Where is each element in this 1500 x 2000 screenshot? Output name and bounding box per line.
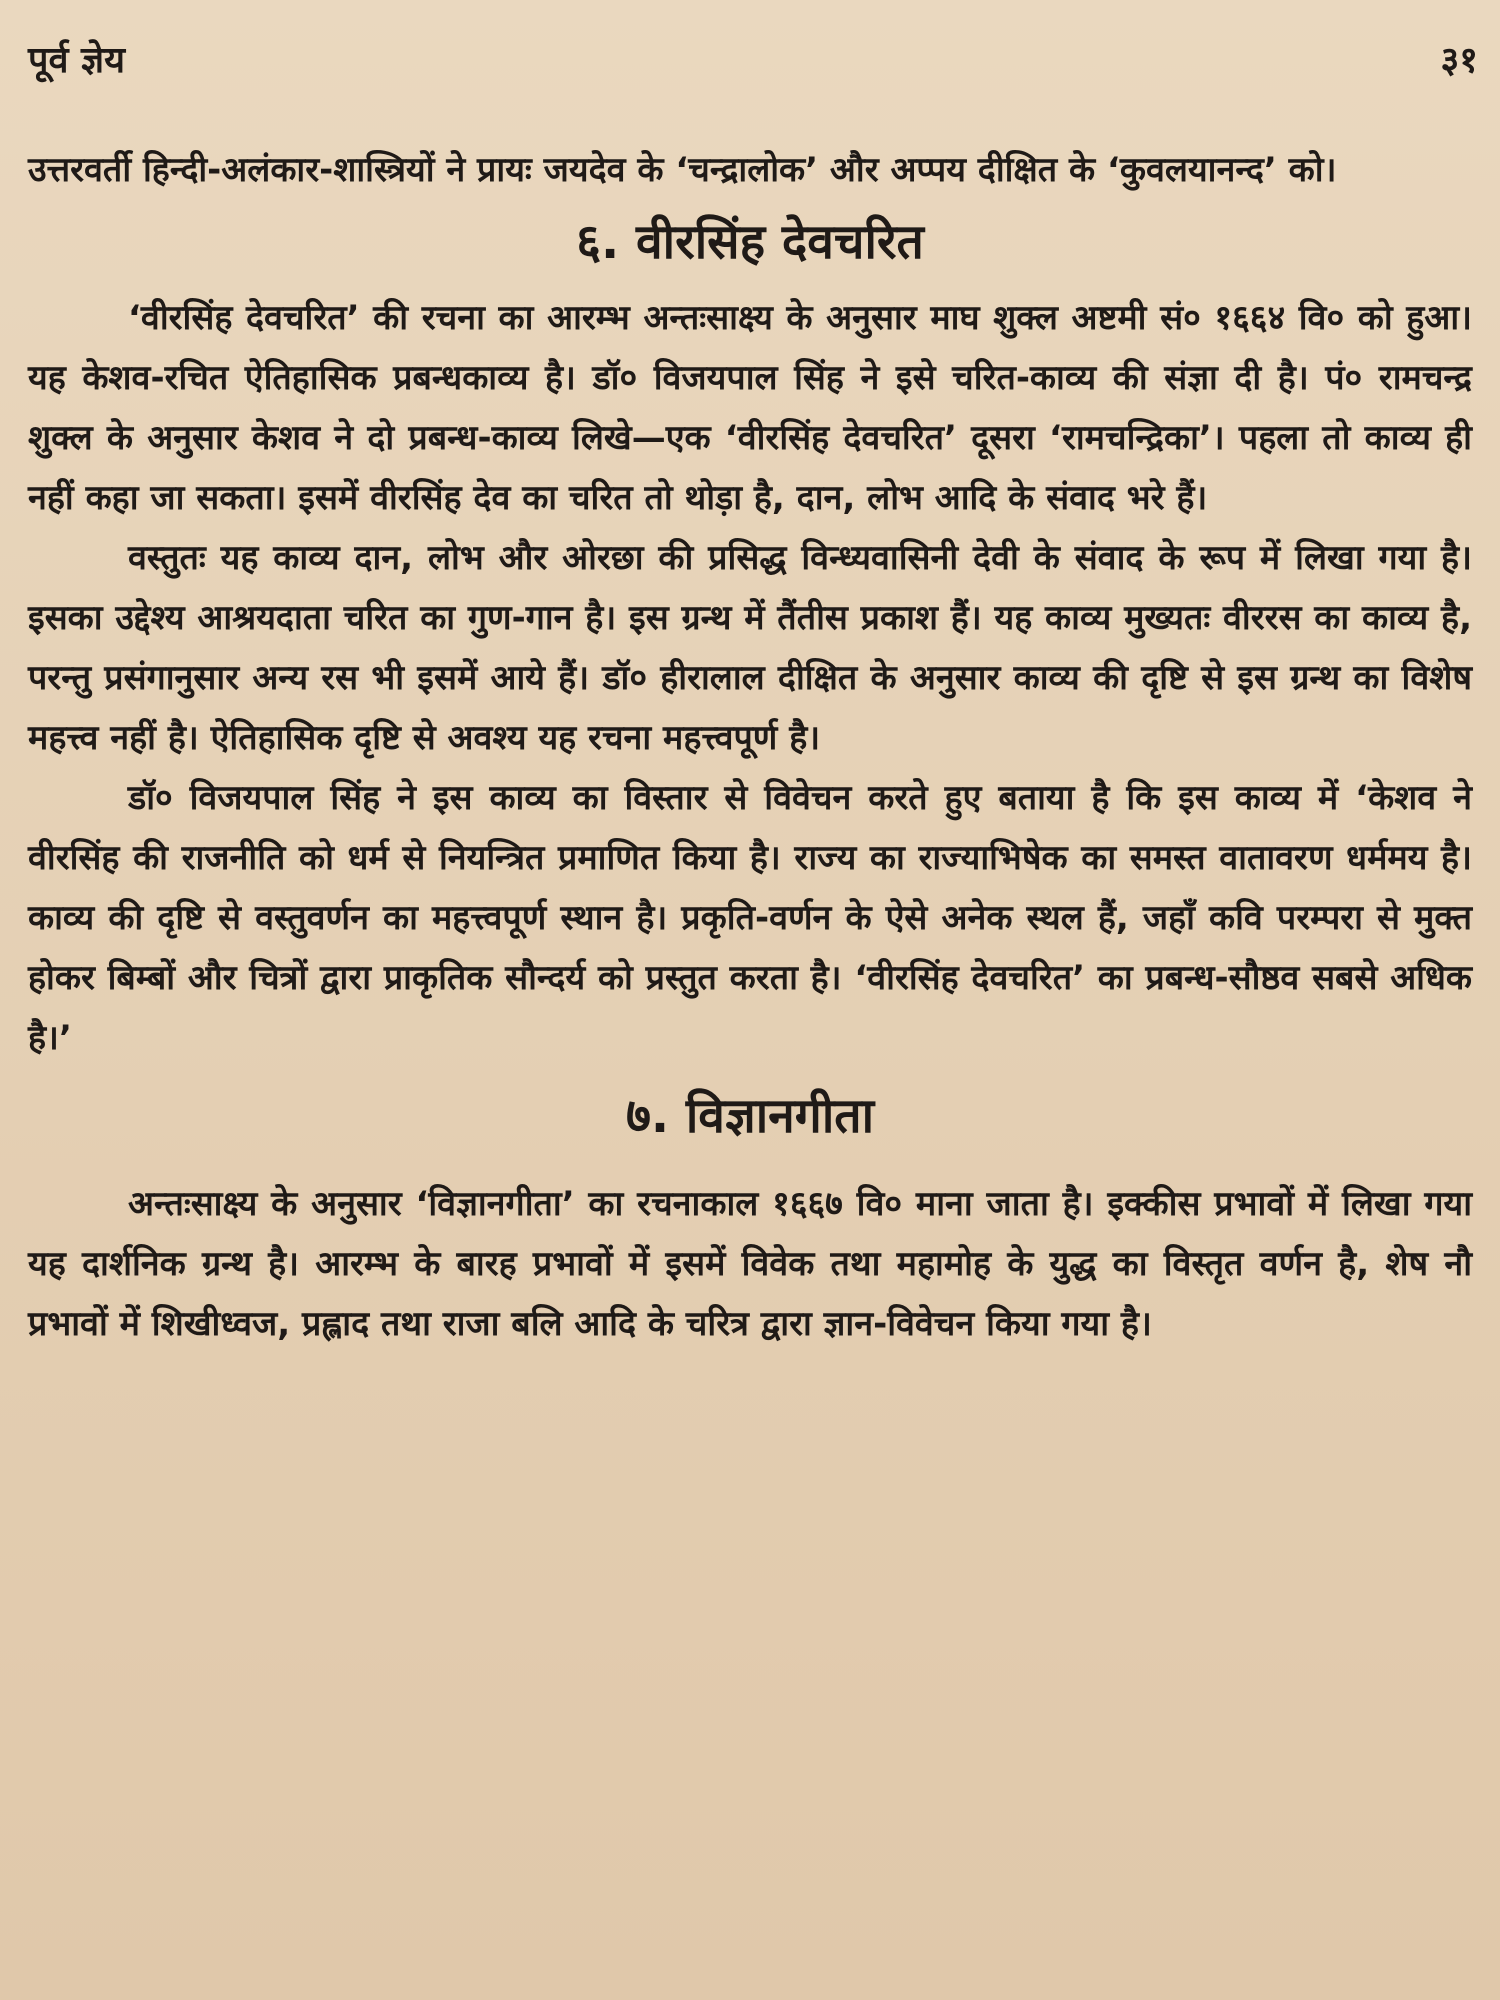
page-content bbox=[28, 140, 1472, 1354]
paragraph-veersingh-content: वस्तुतः यह काव्य दान, लोभ और ओरछा की प्रसिद्ध विन्ध्यवासिनी देवी के संवाद के रूप में लिखा गया है। इसका उद्देश्य आश्रयदाता चरित का गुण-गान है। इस ग्रन्थ में तैंतीस प्रकाश हैं। यह काव्य मुख्यतः वीररस का काव्य है, परन्तु प्रसंगानुसार अन्य रस भी इसमें आये हैं। डॉ० हीरालाल दीक्षित के अनुसार काव्य की दृष्टि से इस ग्रन्थ का विशेष महत्त्व नहीं है। ऐतिहासिक दृष्टि से अवश्य यह रचना महत्त्वपूर्ण है। bbox=[28, 538, 1472, 758]
section-heading-veersingh-devcharit: ६. वीरसिंह देवचरित bbox=[576, 214, 924, 270]
page-number: ३१ bbox=[1440, 40, 1478, 81]
section-heading-vigyangita: ७. विज्ञानगीता bbox=[625, 1088, 875, 1144]
paragraph-veersingh-evaluation: डॉ० विजयपाल सिंह ने इस काव्य का विस्तार से विवेचन करते हुए बताया है कि इस काव्य में ‘केशव ने वीरसिंह की राजनीति को धर्म से नियन्त्रित प्रमाणित किया है। राज्य का राज्याभिषेक का समस्त वातावरण धर्ममय है। काव्य की दृष्टि से वस्तुवर्णन का महत्त्वपूर्ण स्थान है। प्रकृति-वर्णन के ऐसे अनेक स्थल हैं, जहाँ कवि परम्परा से मुक्त होकर बिम्बों और चित्रों द्वारा प्राकृतिक सौन्दर्य को प्रस्तुत करता है। ‘वीरसिंह देवचरित’ का प्रबन्ध-सौष्ठव सबसे अधिक है।’ bbox=[28, 778, 1472, 1058]
running-title: पूर्व ज्ञेय bbox=[28, 40, 125, 81]
paragraph-vigyangita: अन्तःसाक्ष्य के अनुसार ‘विज्ञानगीता’ का रचनाकाल १६६७ वि० माना जाता है। इक्कीस प्रभावों में लिखा गया यह दार्शनिक ग्रन्थ है। आरम्भ के बारह प्रभावों में इसमें विवेक तथा महामोह के युद्ध का विस्तृत वर्णन है, शेष नौ प्रभावों में शिखीध्वज, प्रह्लाद तथा राजा बलि आदि के चरित्र द्वारा ज्ञान-विवेचन किया गया है। bbox=[28, 1184, 1472, 1344]
paragraph-continuation: उत्तरवर्ती हिन्दी-अलंकार-शास्त्रियों ने प्रायः जयदेव के ‘चन्द्रालोक’ और अप्पय दीक्षित के ‘कुवलयानन्द’ को। bbox=[28, 150, 1337, 190]
paragraph-veersingh-intro: ‘वीरसिंह देवचरित’ की रचना का आरम्भ अन्तःसाक्ष्य के अनुसार माघ शुक्ल अष्टमी सं० १६६४ वि० को हुआ। यह केशव-रचित ऐतिहासिक प्रबन्धकाव्य है। डॉ० विजयपाल सिंह ने इसे चरित-काव्य की संज्ञा दी है। पं० रामचन्द्र शुक्ल के अनुसार केशव ने दो प्रबन्ध-काव्य लिखे—एक ‘वीरसिंह देवचरित’ दूसरा ‘रामचन्द्रिका’। पहला तो काव्य ही नहीं कहा जा सकता। इसमें वीरसिंह देव का चरित तो थोड़ा है, दान, लोभ आदि के संवाद भरे हैं। bbox=[28, 298, 1472, 518]
